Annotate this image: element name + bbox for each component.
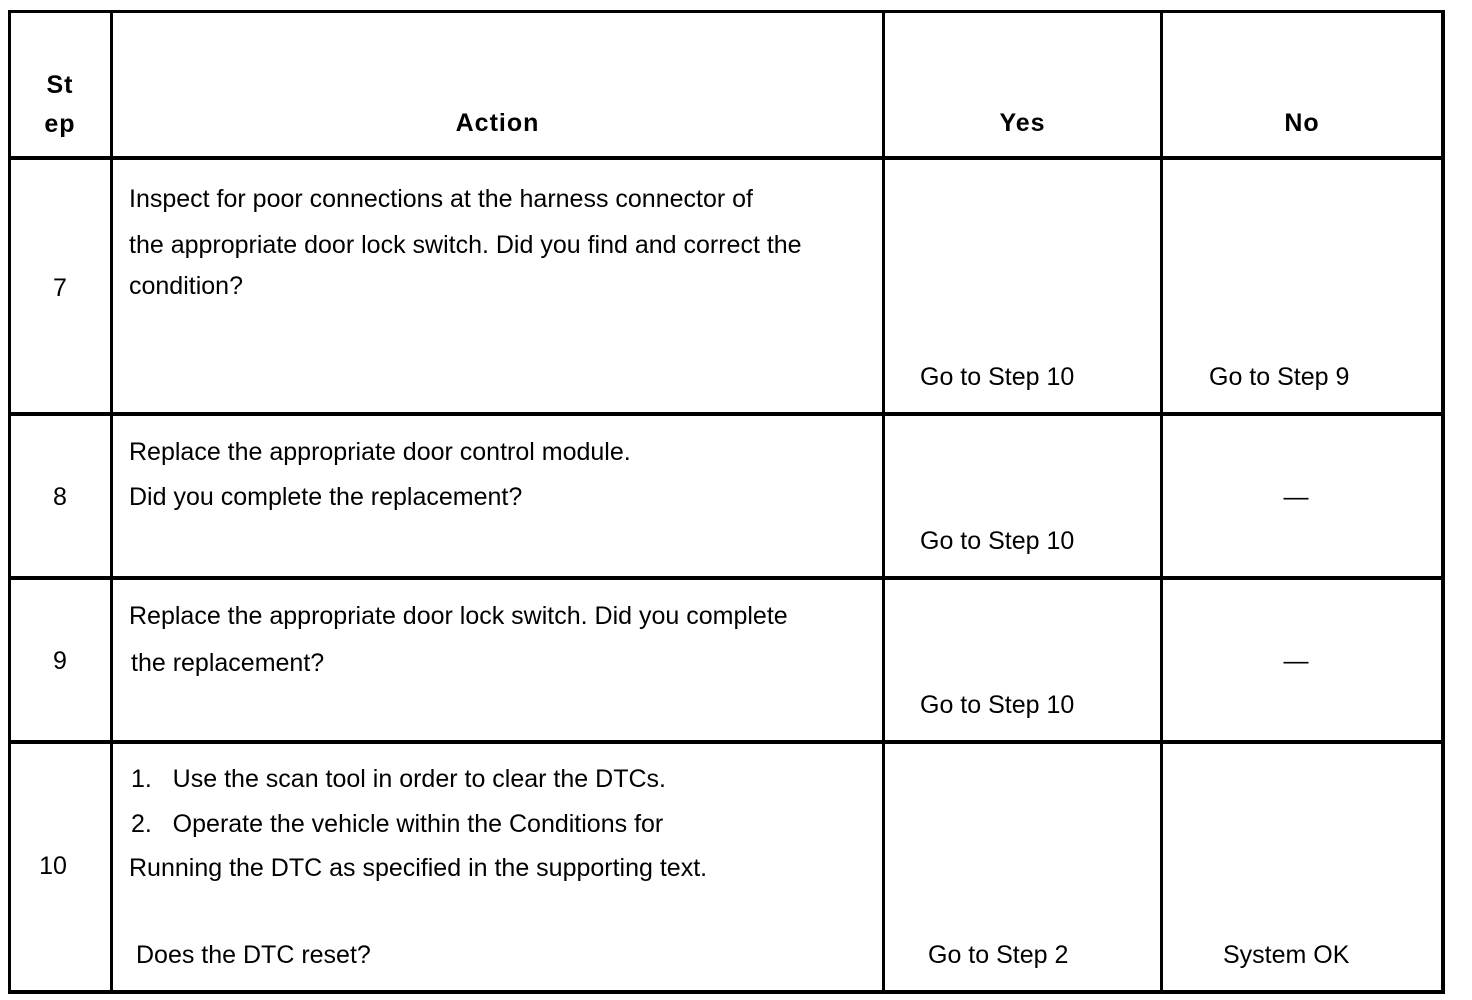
column-divider	[882, 10, 885, 994]
step-number: 8	[53, 483, 67, 511]
step-number: 9	[53, 647, 67, 675]
header-action: Action	[455, 109, 540, 137]
table-border-bottom	[8, 990, 1445, 994]
header-step-line1: St	[46, 71, 74, 99]
action-text: Inspect for poor connections at the harness connector of	[129, 185, 753, 213]
yes-result: Go to Step 10	[920, 691, 1075, 719]
header-step-line2: ep	[44, 110, 76, 138]
step-number: 10	[39, 852, 67, 880]
action-text: Replace the appropriate door control module.	[129, 438, 631, 466]
yes-result: Go to Step 10	[920, 527, 1075, 555]
action-text: Replace the appropriate door lock switch. Did you complete	[129, 602, 788, 630]
table-border-right	[1441, 10, 1445, 994]
table-border-top	[8, 10, 1445, 13]
action-text: the replacement?	[131, 649, 325, 677]
header-divider	[8, 156, 1445, 160]
no-result: —	[1283, 483, 1309, 511]
action-text: Running the DTC as specified in the supporting text.	[129, 854, 708, 882]
yes-result: Go to Step 2	[928, 941, 1069, 969]
action-text: 2. Operate the vehicle within the Conditions for	[131, 810, 664, 838]
action-text: condition?	[129, 272, 243, 300]
no-result: Go to Step 9	[1209, 363, 1350, 391]
action-text: the appropriate door lock switch. Did you find and correct the	[129, 231, 802, 259]
row-divider	[8, 740, 1445, 744]
no-result: —	[1283, 647, 1309, 675]
row-divider	[8, 412, 1445, 416]
yes-result: Go to Step 10	[920, 363, 1075, 391]
step-number: 7	[53, 274, 67, 302]
action-text: 1. Use the scan tool in order to clear the DTCs.	[131, 765, 666, 793]
action-text: Did you complete the replacement?	[129, 483, 523, 511]
header-no: No	[1284, 109, 1320, 137]
column-divider	[110, 10, 113, 994]
no-result: System OK	[1223, 941, 1350, 969]
header-yes: Yes	[999, 109, 1046, 137]
row-divider	[8, 576, 1445, 580]
action-text: Does the DTC reset?	[136, 941, 371, 969]
